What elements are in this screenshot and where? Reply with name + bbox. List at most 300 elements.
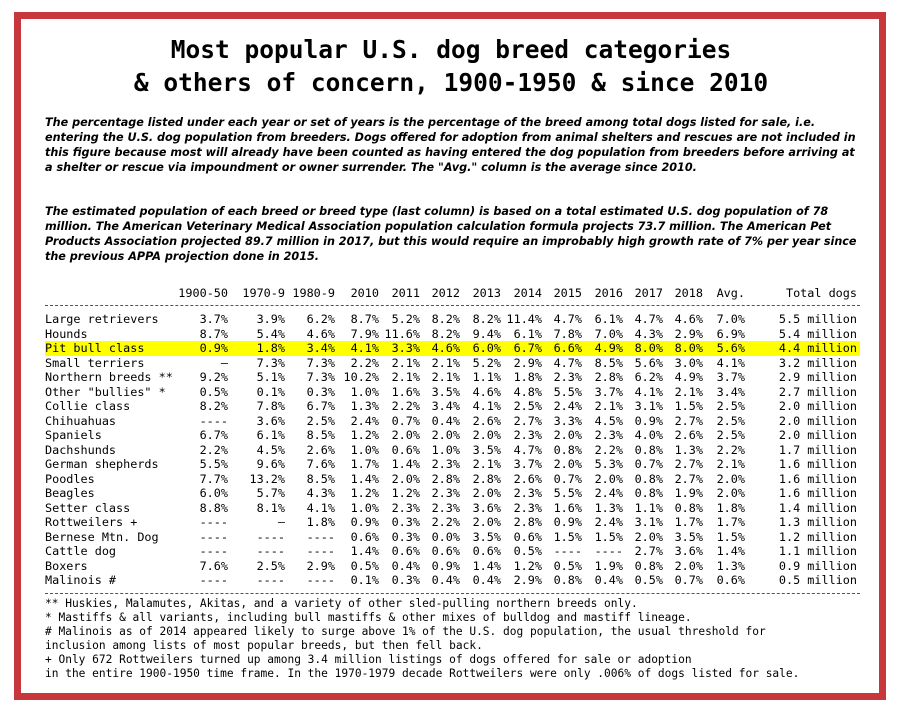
- table-header-row: [45, 283, 860, 303]
- table-cell: 4.7%: [513, 442, 542, 457]
- table-cell: 2.1%: [594, 399, 623, 413]
- table-cell: 7.3%: [306, 355, 335, 370]
- table-cell: 5.4 million: [778, 326, 857, 341]
- table-cell: 4.6%: [674, 312, 703, 326]
- table-cell: 8.5%: [306, 471, 335, 486]
- table-cell: 1.6%: [391, 384, 420, 399]
- table-cell: 3.5%: [472, 442, 501, 457]
- table-cell: 3.0%: [674, 355, 703, 370]
- table-cell: 2.0%: [594, 471, 623, 486]
- table-cell: 2.9%: [674, 326, 703, 341]
- breed-name: Large retrievers: [45, 312, 159, 326]
- table-cell: 0.4%: [594, 573, 623, 587]
- table-cell: 2.0%: [716, 486, 745, 500]
- table-cell: 1.8%: [306, 515, 335, 529]
- breed-name: Collie class: [45, 399, 131, 413]
- table-cell: 3.4%: [716, 384, 745, 399]
- table-cell: 0.5%: [513, 544, 542, 558]
- table-cell: 5.5%: [553, 384, 582, 399]
- table-cell: 2.1%: [716, 457, 745, 471]
- table-cell: 3.7%: [199, 312, 228, 326]
- table-cell: 1.3%: [594, 500, 623, 515]
- table-cell: 1.7%: [350, 457, 379, 471]
- title-line-2: & others of concern, 1900-1950 & since 2010: [133, 68, 769, 97]
- table-cell: 0.4%: [431, 413, 460, 428]
- table-row: [45, 486, 860, 501]
- table-cell: 5.5 million: [778, 312, 857, 326]
- breed-name: Northern breeds **: [45, 370, 173, 384]
- table-cell: 3.7%: [513, 457, 542, 471]
- table-cell: 9.4%: [472, 326, 501, 341]
- table-cell: 2.7%: [674, 413, 703, 428]
- table-cell: 4.9%: [594, 341, 623, 355]
- table-cell: 0.7%: [391, 413, 420, 428]
- table-cell: 1.2 million: [778, 529, 857, 544]
- table-row: [45, 414, 860, 429]
- table-cell: 5.1%: [256, 370, 285, 384]
- table-cell: 0.6%: [350, 529, 379, 544]
- column-header: 1970-9: [242, 286, 285, 300]
- table-cell: 6.7%: [199, 428, 228, 442]
- table-cell: 2.0 million: [778, 428, 857, 442]
- table-cell: 2.9 million: [778, 370, 857, 384]
- table-cell: 2.4%: [553, 399, 582, 413]
- table-cell: 2.3%: [513, 428, 542, 442]
- table-cell: 1.8%: [513, 370, 542, 384]
- table-cell: 2.2%: [431, 515, 460, 529]
- table-row: [45, 428, 860, 443]
- table-cell: 3.3%: [553, 413, 582, 428]
- table-cell: 0.9%: [350, 515, 379, 529]
- table-cell: 1.9%: [674, 486, 703, 500]
- table-cell: 3.5%: [472, 529, 501, 544]
- table-cell: 2.0%: [634, 529, 663, 544]
- table-cell: 2.0 million: [778, 399, 857, 413]
- table-cell: 7.6%: [199, 558, 228, 573]
- table-cell: 4.7%: [634, 312, 663, 326]
- table-row: [45, 370, 860, 385]
- table-cell: 2.6%: [674, 428, 703, 442]
- table-cell: 8.2%: [472, 312, 501, 326]
- table-cell: 3.4%: [431, 399, 460, 413]
- breed-name: Hounds: [45, 326, 88, 341]
- table-cell: 2.1%: [431, 355, 460, 370]
- table-cell: 5.5%: [553, 486, 582, 500]
- table-row: [45, 312, 860, 327]
- table-cell: 1.0%: [431, 442, 460, 457]
- footnotes: [45, 597, 860, 681]
- table-cell: 0.8%: [553, 573, 582, 587]
- table-cell: 0.8%: [634, 442, 663, 457]
- table-cell: 8.2%: [199, 399, 228, 413]
- table-cell: 1.7%: [716, 515, 745, 529]
- table-cell: 1.8%: [256, 341, 285, 355]
- table-cell: 0.7%: [634, 457, 663, 471]
- table-row: [45, 443, 860, 458]
- title-line-1: Most popular U.S. dog breed categories: [170, 35, 732, 64]
- table-cell: 5.6%: [634, 355, 663, 370]
- table-cell: 2.4%: [594, 515, 623, 529]
- table-cell: 2.4%: [594, 486, 623, 500]
- table-cell: 2.3%: [553, 370, 582, 384]
- table-cell: ----: [256, 529, 285, 544]
- table-row: [45, 501, 860, 516]
- table-cell: 0.8%: [674, 500, 703, 515]
- table-cell: 3.7%: [594, 384, 623, 399]
- table-cell: 2.2%: [199, 442, 228, 457]
- table-cell: 2.7%: [674, 457, 703, 471]
- table-cell: 0.9%: [553, 515, 582, 529]
- table-cell: ----: [306, 544, 335, 558]
- table-cell: 2.2%: [350, 355, 379, 370]
- breed-name: Setter class: [45, 500, 131, 515]
- table-row: [45, 385, 860, 400]
- column-header: 2013: [472, 286, 501, 300]
- table-row: [45, 559, 860, 574]
- footnote-line: inclusion among lists of most popular breeds, but then fell back.: [45, 639, 483, 652]
- table-cell: 5.3%: [594, 457, 623, 471]
- column-header: Total dogs: [785, 286, 857, 300]
- table-cell: 3.7%: [716, 370, 745, 384]
- table-cell: 1.5%: [553, 529, 582, 544]
- table-cell: 0.9%: [431, 558, 460, 573]
- table-cell: 8.7%: [350, 312, 379, 326]
- table-cell: 8.5%: [306, 428, 335, 442]
- footnote-line: ** Huskies, Malamutes, Akitas, and a variety of other sled-pulling northern breeds only.: [45, 597, 638, 610]
- table-cell: 5.5%: [199, 457, 228, 471]
- column-header: 2010: [350, 286, 379, 300]
- breed-name: Rottweilers +: [45, 515, 138, 529]
- table-cell: ----: [199, 413, 228, 428]
- table-cell: 0.0%: [431, 529, 460, 544]
- table-cell: 6.9%: [716, 326, 745, 341]
- table-cell: 1.8%: [716, 500, 745, 515]
- table-cell: 2.1%: [391, 370, 420, 384]
- table-cell: 1.1%: [472, 370, 501, 384]
- table-cell: 5.4%: [256, 326, 285, 341]
- table-cell: 4.6%: [472, 384, 501, 399]
- table-cell: 1.2%: [391, 486, 420, 500]
- table-cell: 0.9 million: [778, 558, 857, 573]
- table-cell: 2.3%: [431, 457, 460, 471]
- table-cell: 0.6%: [391, 544, 420, 558]
- table-cell: 13.2%: [249, 471, 285, 486]
- table-row: [45, 573, 860, 588]
- table-cell: 2.0%: [391, 428, 420, 442]
- table-cell: 1.4%: [716, 544, 745, 558]
- table-cell: 2.5%: [716, 428, 745, 442]
- table-cell: 1.2%: [350, 428, 379, 442]
- table-cell: 0.6%: [391, 442, 420, 457]
- table-row: [45, 530, 860, 545]
- table-cell: 2.7%: [634, 544, 663, 558]
- table-cell: 2.5%: [716, 413, 745, 428]
- breed-name: Pit bull class: [45, 341, 145, 355]
- table-cell: 2.1%: [431, 370, 460, 384]
- table-cell: 3.6%: [472, 500, 501, 515]
- table-cell: 3.6%: [674, 544, 703, 558]
- table-cell: 2.7%: [674, 471, 703, 486]
- table-cell: 11.6%: [384, 326, 420, 341]
- table-cell: 8.2%: [431, 312, 460, 326]
- table-cell: 2.8%: [594, 370, 623, 384]
- table-cell: 2.1%: [674, 384, 703, 399]
- breed-name: Poodles: [45, 471, 95, 486]
- table-cell: 6.6%: [553, 341, 582, 355]
- table-cell: 1.4%: [391, 457, 420, 471]
- table-cell: 6.2%: [634, 370, 663, 384]
- table-cell: 7.8%: [256, 399, 285, 413]
- table-cell: 2.8%: [472, 471, 501, 486]
- table-cell: ----: [256, 573, 285, 587]
- breed-name: Chihuahuas: [45, 413, 117, 428]
- table-cell: 0.9%: [634, 413, 663, 428]
- table-cell: 1.4%: [350, 471, 379, 486]
- column-header: 2016: [594, 286, 623, 300]
- table-cell: 2.3%: [513, 500, 542, 515]
- table-cell: 5.2%: [472, 355, 501, 370]
- table-cell: 7.3%: [306, 370, 335, 384]
- page-frame: [14, 12, 886, 700]
- table-cell: 8.0%: [634, 341, 663, 355]
- table-cell: 2.0%: [553, 428, 582, 442]
- table-cell: 0.6%: [431, 544, 460, 558]
- table-cell: 4.1%: [350, 341, 379, 355]
- table-cell: ----: [199, 544, 228, 558]
- table-cell: 2.0%: [674, 558, 703, 573]
- footnote-line: # Malinois as of 2014 appeared likely to surge above 1% of the U.S. dog population, the usual threshold for: [45, 625, 766, 638]
- table-cell: 10.2%: [343, 370, 379, 384]
- table-cell: 2.3%: [431, 486, 460, 500]
- table-cell: 6.0%: [199, 486, 228, 500]
- table-cell: ----: [306, 573, 335, 587]
- intro-paragraph-1: The percentage listed under each year or set of years is the percentage of the breed among total dogs listed for sale, i.e. entering the U.S. dog population from breeders. Dogs offered for adoption from animal shelters and rescues are not included in this figure because most will already have been counted as having entered the dog population from breeders before arriving at a shelter or rescue via impoundment or owner surrender. The "Avg." column is the average since 2010.: [45, 116, 856, 174]
- breed-name: Dachshunds: [45, 442, 117, 457]
- column-header: Avg.: [716, 286, 745, 300]
- table-cell: 1.3 million: [778, 515, 857, 529]
- table-cell: 8.0%: [674, 341, 703, 355]
- table-cell: 2.1%: [391, 355, 420, 370]
- table-cell: 2.6%: [306, 442, 335, 457]
- table-cell: 9.2%: [199, 370, 228, 384]
- table-cell: 2.8%: [431, 471, 460, 486]
- column-header: 2017: [634, 286, 663, 300]
- table-cell: 0.5%: [199, 384, 228, 399]
- table-cell: 2.8%: [513, 515, 542, 529]
- table-cell: 0.4%: [472, 573, 501, 587]
- table-cell: 2.5%: [306, 413, 335, 428]
- table-cell: 6.0%: [472, 341, 501, 355]
- table-cell: 2.0%: [391, 471, 420, 486]
- table-cell: 2.0 million: [778, 413, 857, 428]
- table-cell: 2.0%: [472, 486, 501, 500]
- table-cell: 1.7%: [674, 515, 703, 529]
- table-cell: 2.7%: [513, 413, 542, 428]
- table-cell: 2.3%: [431, 500, 460, 515]
- table-cell: 6.1%: [256, 428, 285, 442]
- table-cell: 0.3%: [306, 384, 335, 399]
- table-cell: 4.1%: [634, 384, 663, 399]
- table-cell: 6.7%: [306, 399, 335, 413]
- table-cell: 1.6%: [553, 500, 582, 515]
- table-cell: 4.4 million: [778, 341, 857, 355]
- table-cell: 0.5%: [553, 558, 582, 573]
- footnote-line: in the entire 1900-1950 time frame. In the 1970-1979 decade Rottweilers were only .006% of dogs listed for sale.: [45, 667, 800, 680]
- table-cell: 0.6%: [716, 573, 745, 587]
- table-row: [45, 544, 860, 559]
- table-cell: 7.0%: [716, 312, 745, 326]
- table-cell: 8.1%: [256, 500, 285, 515]
- table-cell: 2.5%: [513, 399, 542, 413]
- column-header: 2018: [674, 286, 703, 300]
- table-cell: 4.6%: [431, 341, 460, 355]
- table-cell: 8.7%: [199, 326, 228, 341]
- table-cell: 3.1%: [634, 399, 663, 413]
- breed-name: Boxers: [45, 558, 88, 573]
- table-cell: 2.3%: [391, 500, 420, 515]
- table-cell: 7.8%: [553, 326, 582, 341]
- table-cell: 6.1%: [594, 312, 623, 326]
- table-cell: 0.8%: [634, 471, 663, 486]
- table-cell: 1.0%: [350, 442, 379, 457]
- table-cell: 2.0%: [472, 428, 501, 442]
- table-cell: 2.4%: [350, 413, 379, 428]
- table-cell: 1.6 million: [778, 457, 857, 471]
- table-cell: 1.5%: [716, 529, 745, 544]
- table-cell: 4.6%: [306, 326, 335, 341]
- table-cell: 0.7%: [674, 573, 703, 587]
- table-cell: ----: [256, 544, 285, 558]
- breed-name: Beagles: [45, 486, 95, 500]
- table-cell: 2.5%: [716, 399, 745, 413]
- table-cell: 2.0%: [472, 515, 501, 529]
- table-cell: 3.3%: [391, 341, 420, 355]
- table-cell: 8.8%: [199, 500, 228, 515]
- breed-name: Bernese Mtn. Dog: [45, 529, 159, 544]
- breed-name: German shepherds: [45, 457, 159, 471]
- table-cell: 2.6%: [513, 471, 542, 486]
- table-cell: 2.9%: [513, 573, 542, 587]
- page-title: [41, 33, 861, 99]
- table-cell: 4.1%: [472, 399, 501, 413]
- column-header: 2011: [391, 286, 420, 300]
- table-cell: 1.1 million: [778, 544, 857, 558]
- table-cell: —: [277, 515, 285, 529]
- table-cell: 11.4%: [506, 312, 542, 326]
- table-row: [45, 356, 860, 371]
- table-cell: 7.6%: [306, 457, 335, 471]
- breed-name: Malinois #: [45, 573, 117, 587]
- table-cell: 0.8%: [634, 486, 663, 500]
- breed-name: Other "bullies" *: [45, 384, 166, 399]
- table-cell: 4.3%: [634, 326, 663, 341]
- table-row: [45, 327, 860, 342]
- table-row: [45, 515, 860, 530]
- intro-paragraph-2: The estimated population of each breed or breed type (last column) is based on a total estimated U.S. dog population of 78 million. The American Veterinary Medical Association population calculation formula projects 73.7 million. The American Pet Products Association projected 89.7 million in 2017, but this would require an improbably high growth rate of 7% per year since the previous APPA projection done in 2015.: [45, 205, 857, 263]
- column-header: 1900-50: [178, 286, 228, 300]
- table-cell: 7.0%: [594, 326, 623, 341]
- table-cell: 1.5%: [674, 399, 703, 413]
- table-cell: ----: [199, 573, 228, 587]
- table-cell: ----: [306, 529, 335, 544]
- table-cell: ----: [199, 529, 228, 544]
- footnote-line: + Only 672 Rottweilers turned up among 3.4 million listings of dogs offered for sale or adoption: [45, 653, 692, 666]
- table-cell: 1.0%: [350, 500, 379, 515]
- table-row: [45, 457, 860, 472]
- table-cell: 3.5%: [674, 529, 703, 544]
- breed-name: Spaniels: [45, 428, 102, 442]
- table-cell: 2.5%: [256, 558, 285, 573]
- header-divider: [45, 305, 860, 306]
- table-cell: 0.5%: [634, 573, 663, 587]
- table-cell: 2.2%: [594, 442, 623, 457]
- table-cell: 6.1%: [513, 326, 542, 341]
- table-cell: 9.6%: [256, 457, 285, 471]
- table-cell: 7.7%: [199, 471, 228, 486]
- table-cell: 0.3%: [391, 529, 420, 544]
- table-cell: ----: [553, 544, 582, 558]
- table-cell: 2.2%: [716, 442, 745, 457]
- table-cell: 0.4%: [391, 558, 420, 573]
- table-cell: 1.6 million: [778, 471, 857, 486]
- table-cell: 1.9%: [594, 558, 623, 573]
- table-cell: 4.5%: [256, 442, 285, 457]
- table-cell: 1.6 million: [778, 486, 857, 500]
- table-cell: 4.9%: [674, 370, 703, 384]
- table-cell: 0.6%: [472, 544, 501, 558]
- table-cell: 1.7 million: [778, 442, 857, 457]
- breed-name: Small terriers: [45, 355, 145, 370]
- table-cell: 0.4%: [431, 573, 460, 587]
- table-cell: 2.0%: [553, 457, 582, 471]
- table-cell: 4.1%: [306, 500, 335, 515]
- table-cell: 0.3%: [391, 573, 420, 587]
- table-cell: 3.1%: [634, 515, 663, 529]
- table-cell: 0.7%: [553, 471, 582, 486]
- table-cell: 8.5%: [594, 355, 623, 370]
- table-cell: 0.3%: [391, 515, 420, 529]
- column-header: 2012: [431, 286, 460, 300]
- table-row-highlighted: [45, 341, 860, 356]
- table-cell: 4.3%: [306, 486, 335, 500]
- table-cell: 2.6%: [472, 413, 501, 428]
- table-cell: 0.6%: [513, 529, 542, 544]
- table-bottom-divider: [45, 593, 860, 594]
- table-cell: ----: [199, 515, 228, 529]
- table-cell: 0.8%: [553, 442, 582, 457]
- table-cell: 0.9%: [199, 341, 228, 355]
- table-cell: 2.3%: [594, 428, 623, 442]
- table-cell: 0.1%: [256, 384, 285, 399]
- table-cell: 8.2%: [431, 326, 460, 341]
- table-cell: 2.0%: [431, 428, 460, 442]
- table-cell: 3.2 million: [778, 355, 857, 370]
- table-cell: 1.0%: [350, 384, 379, 399]
- table-cell: 1.4%: [472, 558, 501, 573]
- table-cell: 2.7 million: [778, 384, 857, 399]
- table-cell: —: [220, 355, 228, 370]
- table-cell: 6.2%: [306, 312, 335, 326]
- table-cell: 2.3%: [513, 486, 542, 500]
- table-cell: 1.2%: [350, 486, 379, 500]
- table-cell: 1.3%: [350, 399, 379, 413]
- table-cell: 5.7%: [256, 486, 285, 500]
- breed-name: Cattle dog: [45, 544, 117, 558]
- table-cell: 3.9%: [256, 312, 285, 326]
- table-cell: 4.5%: [594, 413, 623, 428]
- column-header: 1980-9: [292, 286, 335, 300]
- table-cell: 4.1%: [716, 355, 745, 370]
